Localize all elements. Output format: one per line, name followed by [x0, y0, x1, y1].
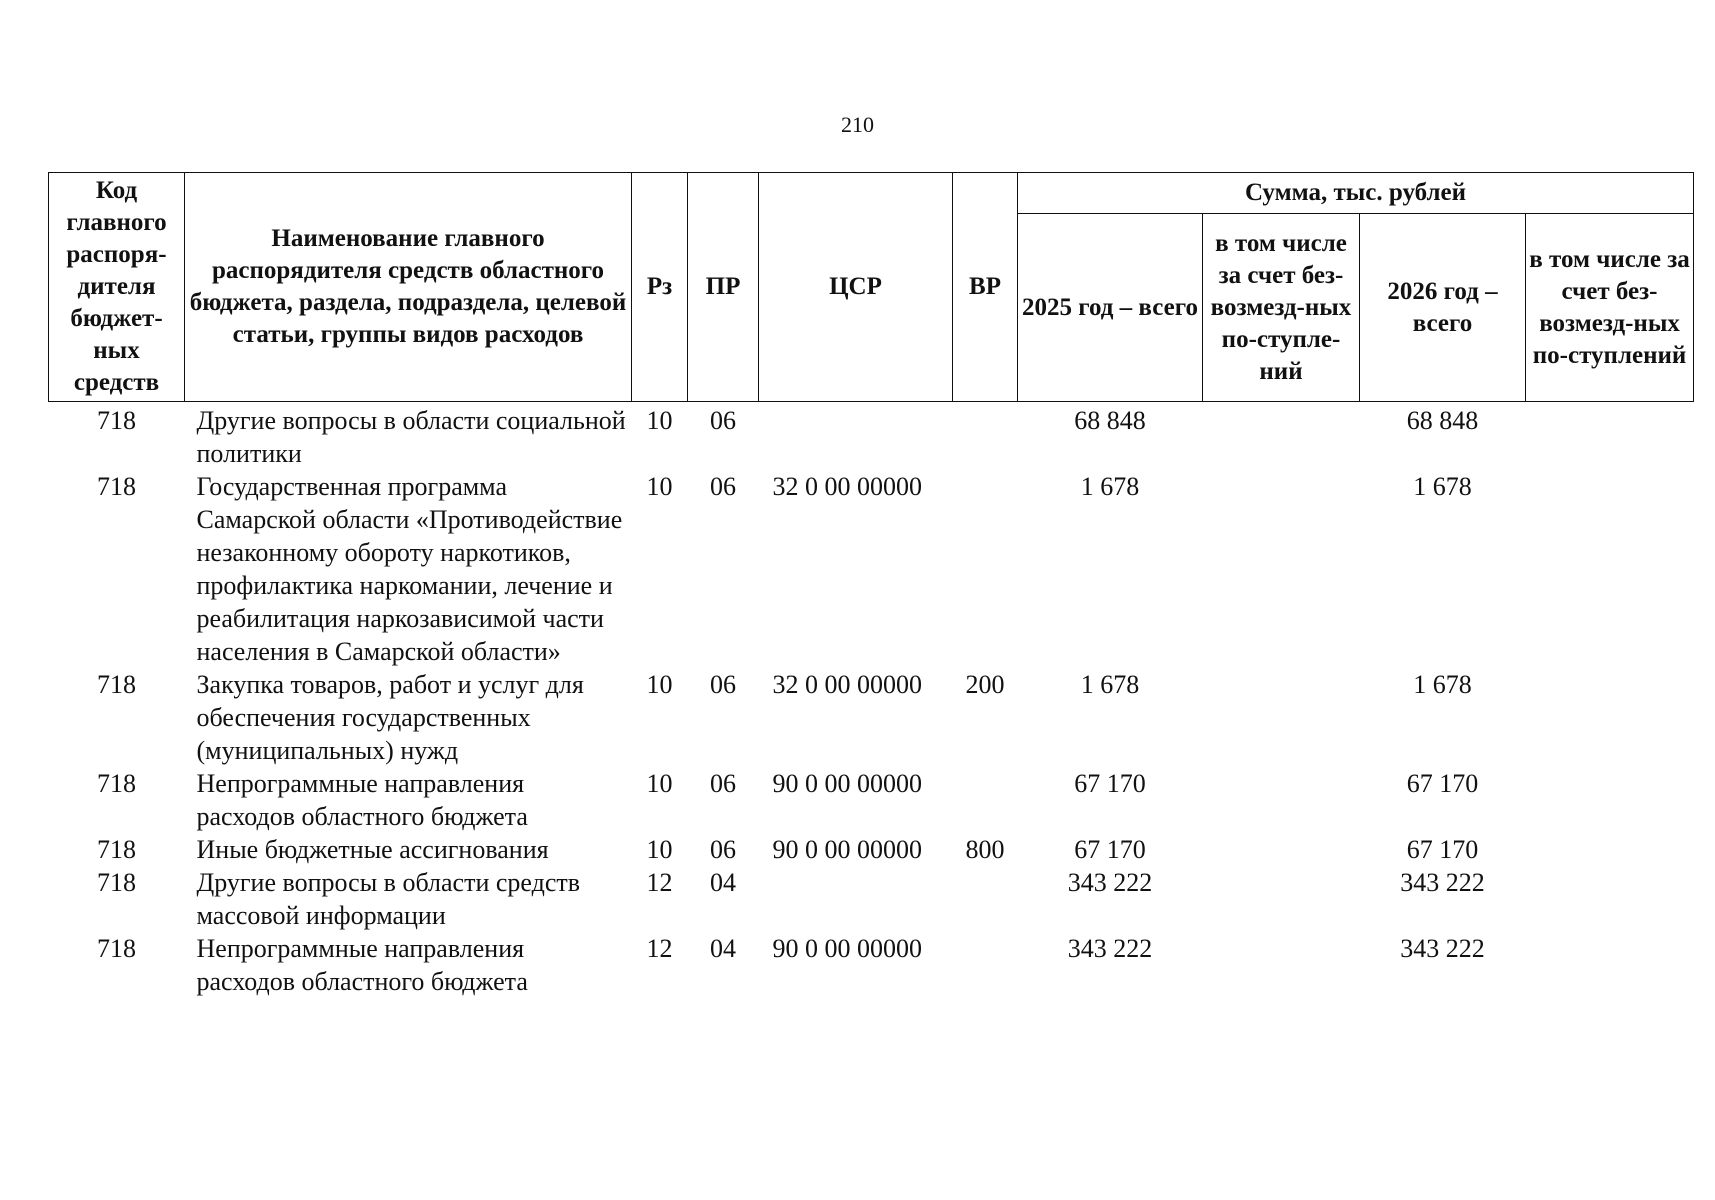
cell-name: Другие вопросы в области средств массовой информации	[196, 868, 581, 930]
cell-rz: 12	[646, 868, 673, 897]
header-name: Наименование главного распорядителя средств областного бюджета, раздела, подраздела, целевой статьи, группы видов расходов	[185, 173, 632, 402]
cell-2026-free	[1526, 402, 1694, 471]
cell-2025-total: 68 848	[1074, 406, 1146, 435]
table-row	[49, 866, 1694, 932]
cell-vr	[953, 402, 1018, 471]
cell-pr: 06	[710, 472, 736, 501]
table-row	[49, 402, 1694, 471]
cell-vr	[953, 767, 1018, 833]
cell-2026-total: 343 222	[1400, 868, 1485, 897]
cell-vr	[953, 866, 1018, 932]
cell-csr: 90 0 00 00000	[772, 769, 922, 798]
cell-vr	[953, 932, 1018, 998]
cell-code: 718	[97, 670, 136, 699]
cell-2025-total: 67 170	[1074, 835, 1146, 864]
cell-pr: 06	[710, 835, 736, 864]
table-row	[49, 833, 1694, 866]
cell-2025-total: 343 222	[1067, 934, 1153, 963]
cell-2026-free	[1526, 767, 1694, 833]
cell-2025-total: 343 222	[1067, 868, 1153, 897]
header-csr: ЦСР	[759, 173, 953, 402]
header-code: Код главного распоря-дителя бюджет-ных средств	[49, 173, 185, 402]
cell-csr	[759, 866, 953, 932]
header-2026-free: в том числе за счет без-возмезд-ных по-ступлений	[1526, 214, 1694, 402]
header-vr: ВР	[953, 173, 1018, 402]
cell-2025-free	[1203, 767, 1360, 833]
cell-rz: 10	[646, 835, 673, 864]
cell-2026-free	[1526, 668, 1694, 767]
header-sum-group: Сумма, тыс. рублей	[1018, 173, 1694, 214]
header-2026-total: 2026 год – всего	[1360, 214, 1526, 402]
cell-code: 718	[97, 472, 136, 501]
cell-pr: 06	[710, 769, 736, 798]
cell-csr: 90 0 00 00000	[772, 835, 922, 864]
header-rz: Рз	[632, 173, 688, 402]
cell-2026-total: 1 678	[1413, 472, 1472, 501]
cell-rz: 10	[646, 472, 673, 501]
cell-name: Непрограммные направления расходов областного бюджета	[196, 934, 528, 996]
table-row	[49, 668, 1694, 767]
cell-name: Другие вопросы в области социальной политики	[196, 406, 626, 468]
cell-code: 718	[97, 868, 136, 897]
cell-rz: 12	[646, 934, 673, 963]
cell-2026-total: 68 848	[1406, 406, 1479, 435]
cell-code: 718	[97, 934, 136, 963]
cell-vr: 800	[965, 835, 1005, 864]
cell-code: 718	[97, 769, 136, 798]
header-pr: ПР	[688, 173, 759, 402]
cell-2025-free	[1203, 668, 1360, 767]
table-header	[49, 173, 1694, 402]
page-number: 210	[841, 112, 874, 137]
cell-code: 718	[97, 406, 136, 435]
cell-csr: 32 0 00 00000	[772, 670, 922, 699]
table-row	[49, 470, 1694, 668]
cell-2026-free	[1526, 932, 1694, 998]
cell-2025-total: 1 678	[1080, 670, 1140, 699]
cell-csr: 90 0 00 00000	[772, 934, 922, 963]
cell-2026-free	[1526, 833, 1694, 866]
header-2025-total: 2025 год – всего	[1018, 214, 1203, 402]
cell-2026-total: 67 170	[1406, 835, 1479, 864]
cell-2025-free	[1203, 833, 1360, 866]
cell-pr: 04	[710, 934, 736, 963]
cell-rz: 10	[646, 670, 673, 699]
cell-rz: 10	[646, 769, 673, 798]
cell-2025-free	[1203, 932, 1360, 998]
cell-2026-free	[1526, 470, 1694, 668]
cell-2025-total: 1 678	[1080, 472, 1140, 501]
cell-csr: 32 0 00 00000	[772, 472, 922, 501]
cell-2025-free	[1203, 470, 1360, 668]
table-row	[49, 767, 1694, 833]
cell-name: Государственная программа Самарской области «Противодействие незаконному обороту наркотиков, профилактика наркомании, лечение и реабилитация наркозависимой части населения в Самарской области»	[196, 472, 623, 666]
cell-code: 718	[97, 835, 136, 864]
cell-2026-total: 1 678	[1413, 670, 1472, 699]
cell-rz: 10	[646, 406, 673, 435]
cell-2025-free	[1203, 866, 1360, 932]
cell-pr: 06	[710, 670, 736, 699]
cell-pr: 06	[710, 406, 736, 435]
table-row	[49, 932, 1694, 998]
cell-name: Закупка товаров, работ и услуг для обеспечения государственных (муниципальных) нужд	[196, 670, 584, 765]
table-body	[49, 402, 1694, 999]
cell-name: Иные бюджетные ассигнования	[196, 835, 549, 864]
cell-vr: 200	[965, 670, 1005, 699]
cell-2025-total: 67 170	[1074, 769, 1146, 798]
cell-2026-free	[1526, 866, 1694, 932]
cell-vr	[953, 470, 1018, 668]
header-2025-free: в том числе за счет без-возмезд-ных по-ступле-ний	[1203, 214, 1360, 402]
cell-pr: 04	[710, 868, 736, 897]
cell-2026-total: 67 170	[1406, 769, 1479, 798]
cell-2025-free	[1203, 402, 1360, 471]
cell-2026-total: 343 222	[1400, 934, 1485, 963]
cell-name: Непрограммные направления расходов областного бюджета	[196, 769, 528, 831]
budget-table	[48, 172, 1694, 998]
cell-csr	[759, 402, 953, 471]
